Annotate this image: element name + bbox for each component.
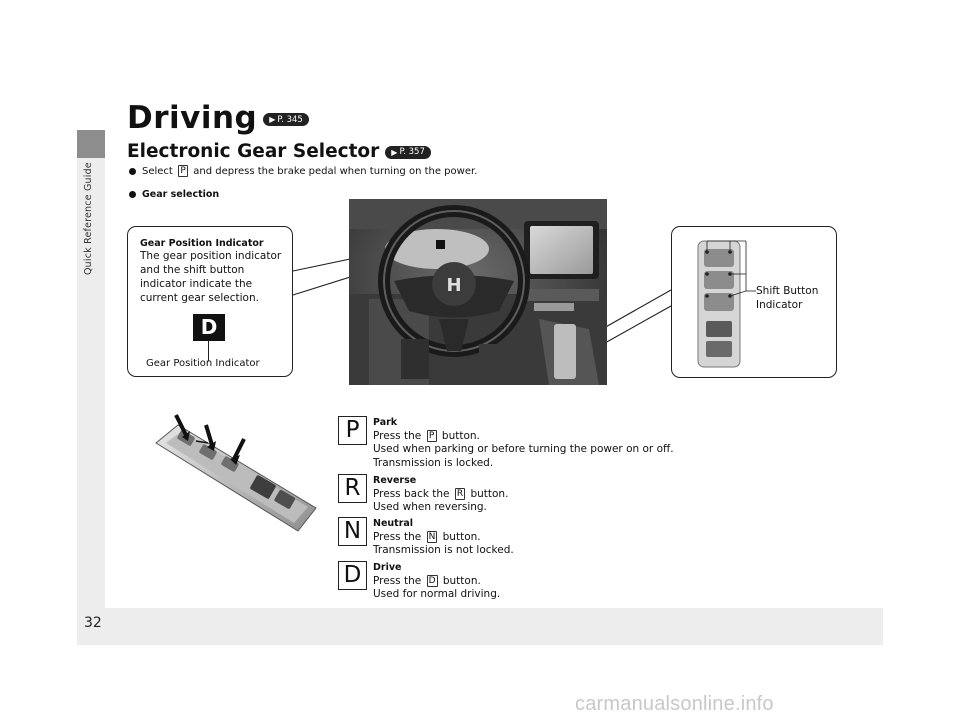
gear-letter-p: P xyxy=(338,416,367,445)
gear-position-display: D xyxy=(193,314,225,341)
gear-letter-d: D xyxy=(338,561,367,590)
page-reference-text: P. 345 xyxy=(277,114,303,125)
intro-select-text: Select xyxy=(142,166,173,177)
gear-press-suffix: button. xyxy=(442,530,481,543)
page-number: 32 xyxy=(84,615,102,631)
gear-name: Reverse xyxy=(373,475,417,486)
gear-press-suffix: button. xyxy=(470,487,509,500)
key-n-icon: N xyxy=(428,531,436,542)
watermark: carmanualsonline.info xyxy=(575,693,774,715)
gear-note: Used for normal driving. xyxy=(373,588,501,600)
gear-name: Neutral xyxy=(373,518,414,529)
gear-press-suffix: button. xyxy=(442,574,481,587)
gear-description xyxy=(373,416,713,470)
gear-letter-n: N xyxy=(338,517,367,546)
page-title-text: Driving xyxy=(127,100,258,136)
gear-position-caption: Gear Position Indicator xyxy=(146,358,260,369)
shift-button-indicator-callout xyxy=(671,226,837,378)
gear-note: Used when reversing. xyxy=(373,501,487,513)
key-p-icon: P xyxy=(178,165,188,177)
callout-description: The gear position indicator and the shift button indicator indicate the current gear selection. xyxy=(140,250,282,304)
intro-rest-text: and depress the brake pedal when turning on the power. xyxy=(193,166,478,177)
svg-text:H: H xyxy=(446,275,462,296)
shift-button-indicator-label xyxy=(756,285,818,312)
key-d-icon: D xyxy=(428,575,436,586)
cockpit-photo xyxy=(349,199,607,385)
gear-letter-r: R xyxy=(338,474,367,503)
gear-description xyxy=(373,561,713,602)
gear-name: Park xyxy=(373,417,398,428)
gear-note-2: Transmission is locked. xyxy=(373,456,494,469)
gear-name: Drive xyxy=(373,562,402,573)
key-r-icon: R xyxy=(456,488,464,499)
gear-press-prefix: Press the xyxy=(373,574,422,587)
arrow-right-icon: ▶ xyxy=(391,147,398,157)
gear-press-prefix: Press back the xyxy=(373,487,450,500)
gear-instruction xyxy=(373,531,713,545)
callout-title: Gear Position Indicator xyxy=(140,238,264,249)
gear-press-suffix: button. xyxy=(441,429,480,442)
gear-selector-photo xyxy=(148,403,320,533)
gear-instruction xyxy=(373,488,713,502)
gear-instruction xyxy=(373,575,713,589)
key-p-icon: P xyxy=(427,430,437,442)
gear-description xyxy=(373,474,713,515)
gear-instruction xyxy=(373,430,713,444)
gear-note: Transmission is not locked. xyxy=(373,544,514,556)
section-reference-text: P. 357 xyxy=(399,147,425,157)
gear-description xyxy=(373,517,713,558)
section-tab-label: Quick Reference Guide xyxy=(83,162,94,275)
gear-press-prefix: Press the xyxy=(373,429,422,442)
arrow-right-icon: ▶ xyxy=(269,115,276,124)
gear-note: Used when parking or before turning the power on or off. xyxy=(373,443,674,455)
shift-label-line1: Shift Button xyxy=(756,285,819,297)
gear-selection-label: Gear selection xyxy=(142,189,220,200)
section-title-text: Electronic Gear Selector xyxy=(127,141,380,162)
shift-label-line2: Indicator xyxy=(756,298,803,311)
gear-press-prefix: Press the xyxy=(373,530,422,543)
